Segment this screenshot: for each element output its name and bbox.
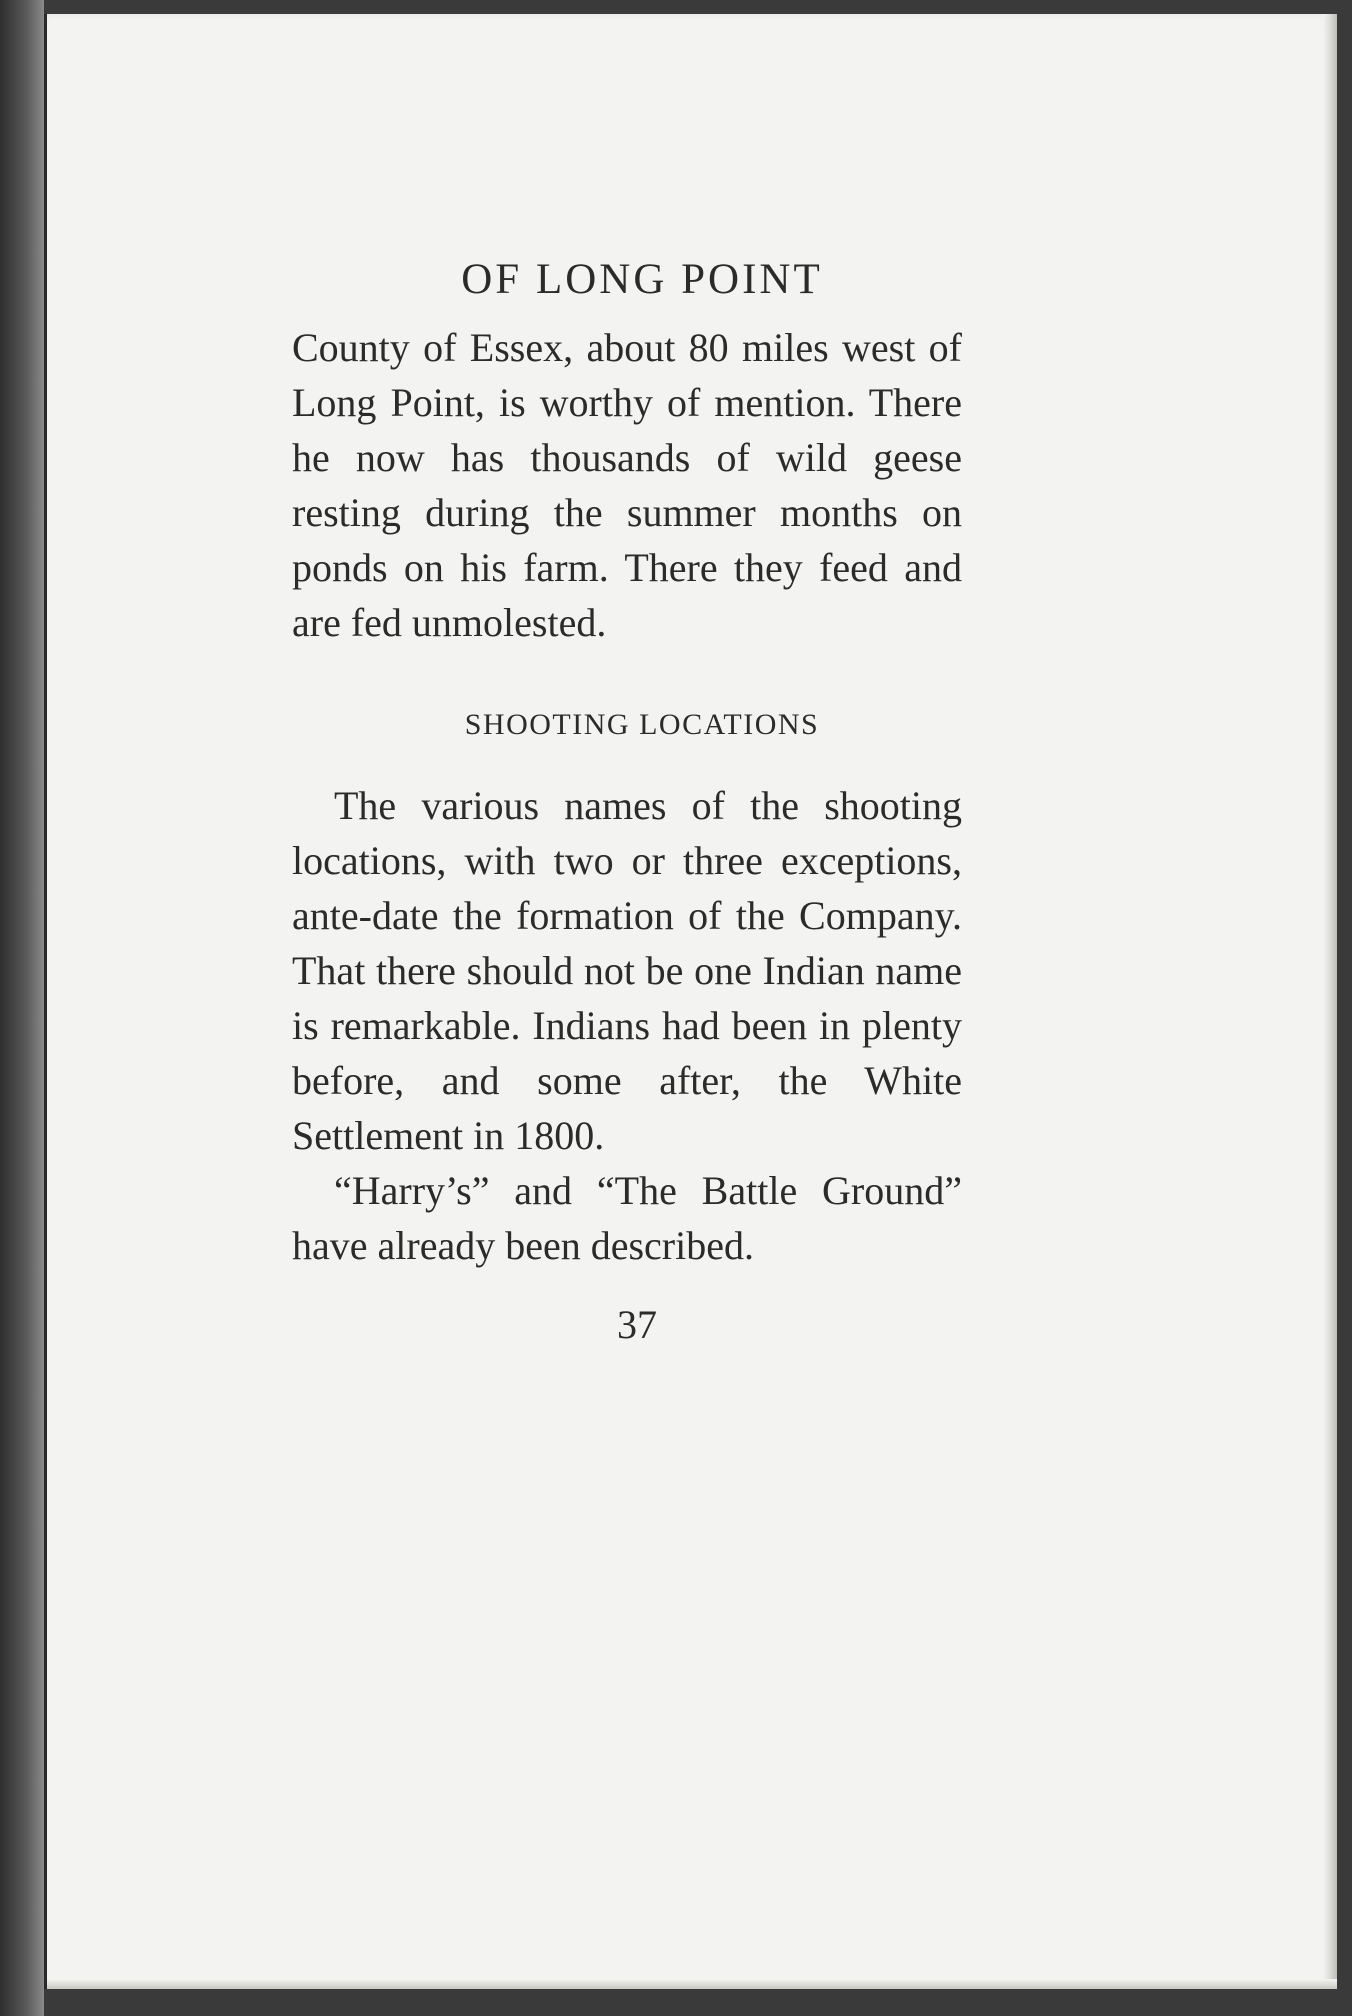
- text-block: [292, 254, 962, 1348]
- paragraph-harrys: “Harry’s” and “The Battle Ground” have already been described.: [292, 1167, 962, 1268]
- section-heading: SHOOTING LOCATIONS: [464, 707, 820, 741]
- paragraph-essex: County of Essex, about 80 miles west of Long Point, is worthy of mention. There he now has thousands of wild geese resting during the summer months on ponds on his farm. There they feed and are fed unmolested.: [292, 324, 962, 645]
- running-head: OF LONG POINT: [461, 256, 823, 303]
- book-binding: [0, 0, 44, 2016]
- page-edge-right: [1323, 14, 1337, 1989]
- page-number: 37: [617, 1301, 657, 1347]
- book-page: [44, 14, 1337, 1989]
- page-edge-bottom: [47, 1979, 1337, 1989]
- paragraph-shooting-locations: The various names of the shooting locations, with two or three exceptions, ante-date the formation of the Company. That there should not be one Indian name is remarkable. Indians had been in plenty before, and some after, the White Settlement in 1800.: [292, 782, 962, 1158]
